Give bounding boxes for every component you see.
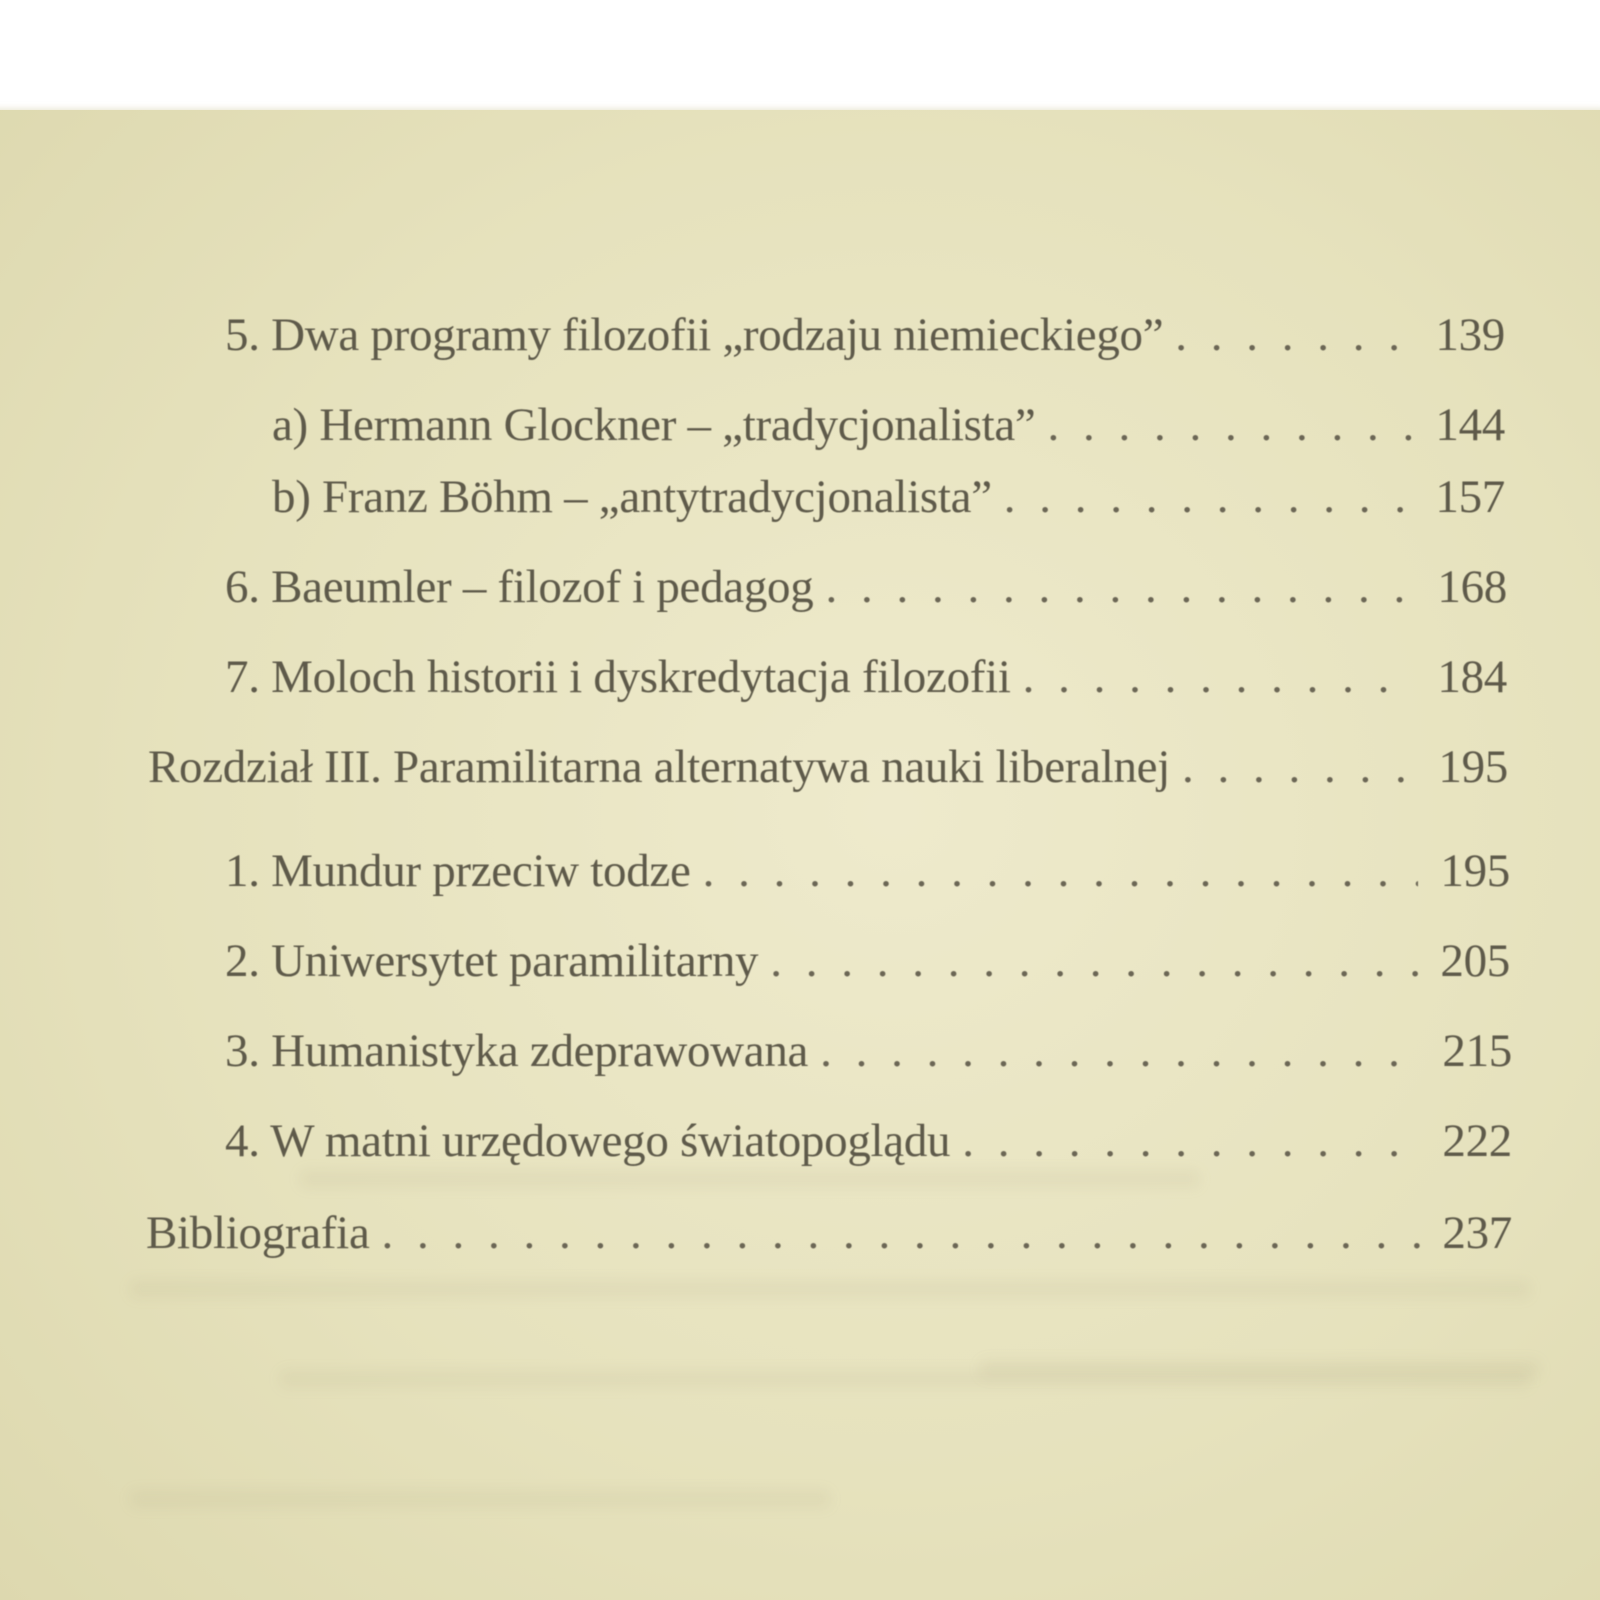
toc-chapter-entry <box>148 740 1508 794</box>
dot-leader <box>962 1114 1420 1168</box>
toc-entry <box>225 844 1510 898</box>
show-through-shadow <box>980 1360 1540 1378</box>
dot-leader <box>820 1024 1420 1078</box>
dot-leader <box>825 560 1415 614</box>
toc-entry-title: 5. Dwa programy filozofii „rodzaju niemieckiego” <box>225 309 1164 361</box>
toc-entry <box>225 650 1507 704</box>
toc-page-number: 205 <box>1440 935 1510 987</box>
dot-leader <box>1182 740 1416 794</box>
toc-entry-title: 6. Baeumler – filozof i pedagog <box>225 561 814 613</box>
toc-entry <box>225 1024 1512 1078</box>
dot-leader <box>1023 650 1416 704</box>
toc-page-number: 184 <box>1437 651 1507 703</box>
toc-entry-title: Rozdział III. Paramilitarna alternatywa nauki liberalnej <box>148 741 1170 793</box>
toc-page-number: 237 <box>1442 1207 1512 1259</box>
toc-entry-title: 2. Uniwersytet paramilitarny <box>225 935 759 987</box>
dot-leader <box>770 934 1418 988</box>
dot-leader <box>1004 470 1414 524</box>
toc-entry <box>272 398 1505 452</box>
toc-entry <box>225 308 1505 362</box>
toc-chapter-entry <box>146 1206 1512 1260</box>
toc-entry <box>225 560 1507 614</box>
toc-page-number: 168 <box>1437 561 1507 613</box>
toc-entry <box>272 470 1505 524</box>
show-through-shadow <box>130 1490 830 1508</box>
dot-leader <box>703 844 1419 898</box>
toc-entry-title: a) Hermann Glockner – „tradycjonalista” <box>272 399 1036 451</box>
toc-page-number: 215 <box>1442 1025 1512 1077</box>
toc-entry-title: 7. Moloch historii i dyskredytacja filozofii <box>225 651 1011 703</box>
dot-leader <box>1047 398 1413 452</box>
show-through-shadow <box>300 1170 1200 1188</box>
toc-page-number: 144 <box>1435 399 1505 451</box>
toc-entry <box>225 1114 1512 1168</box>
dot-leader <box>1175 308 1413 362</box>
dot-leader <box>382 1206 1421 1260</box>
toc-page-number: 139 <box>1435 309 1505 361</box>
toc-entry-title: 1. Mundur przeciw todze <box>225 845 691 897</box>
toc-entry-title: 4. W matni urzędowego światopoglądu <box>225 1115 951 1167</box>
toc-entry-title: Bibliografia <box>146 1207 370 1259</box>
toc-entry <box>225 934 1510 988</box>
toc-page-number: 222 <box>1442 1115 1512 1167</box>
show-through-shadow <box>130 1280 1530 1298</box>
toc-page-number: 195 <box>1438 741 1508 793</box>
toc-page-number: 157 <box>1435 471 1505 523</box>
toc-entry-title: 3. Humanistyka zdeprawowana <box>225 1025 809 1077</box>
toc-entry-title: b) Franz Böhm – „antytradycjonalista” <box>272 471 992 523</box>
toc-page-number: 195 <box>1440 845 1510 897</box>
